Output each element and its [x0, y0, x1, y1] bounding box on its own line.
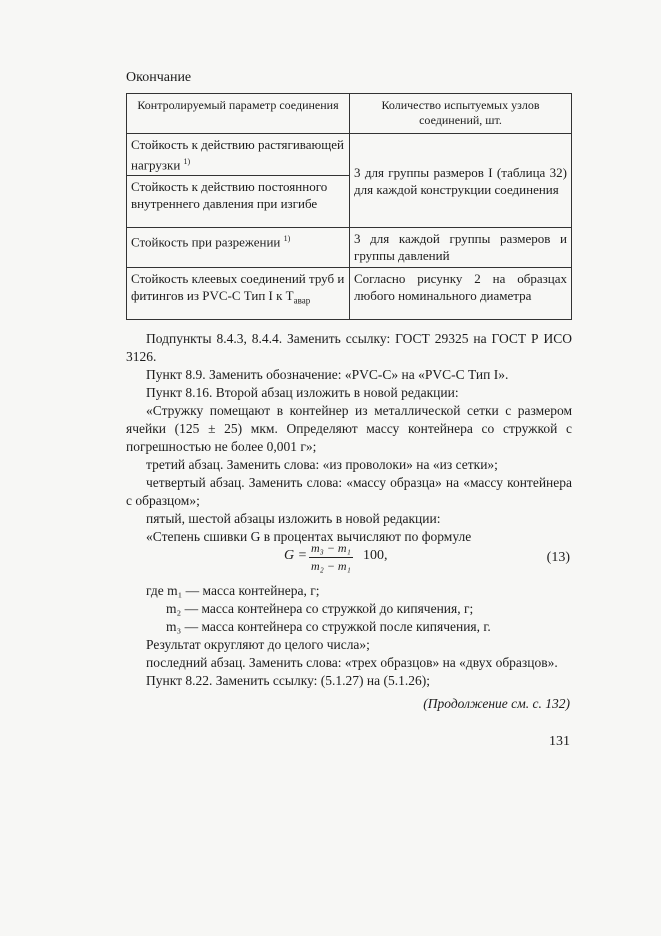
paragraph: пятый, шестой абзацы изложить в новой редакции:: [146, 511, 441, 526]
paragraph: четвертый абзац. Заменить слова: «массу образца» на «массу контейнера с образцом»;: [126, 475, 572, 508]
formula-legend: [126, 582, 572, 690]
column-header-quantity: Количество испытуемых узлов соединений, шт.: [350, 94, 572, 134]
table-row: [127, 228, 572, 268]
parameter-text: Стойкость к действию растягивающей нагрузки: [131, 137, 344, 173]
formula-lhs: G =: [284, 548, 308, 563]
parameter-cell: [127, 228, 350, 268]
formula-fraction: [309, 541, 353, 574]
amendment-text: [126, 330, 572, 546]
paragraph: «Степень сшивки G в процентах вычисляют по формуле: [146, 529, 472, 544]
paragraph: Пункт 8.9. Заменить обозначение: «PVC-C» на «PVC-C Тип I».: [146, 367, 509, 382]
page-number: 131: [549, 734, 570, 749]
paragraph: третий абзац. Заменить слова: «из проволоки» на «из сетки»;: [146, 457, 498, 472]
quantity-cell: Согласно рисунку 2 на образцах любого номинального диаметра: [350, 268, 572, 320]
footnote-mark: 1): [183, 157, 191, 166]
parameter-text: Стойкость при разрежении: [131, 234, 281, 250]
table-heading: Окончание: [126, 70, 192, 85]
paragraph: «Стружку помещают в контейнер из металлической сетки с размером ячейки (125 ± 25) мкм. Определяют массу контейнера со стружкой с погрешностью не более 0,001 г»;: [126, 403, 572, 454]
paragraph: последний абзац. Заменить слова: «трех образцов» на «двух образцов».: [146, 655, 558, 670]
table-row: [127, 268, 572, 320]
legend-item: где m₁ — масса контейнера, г;: [146, 583, 320, 598]
formula-number: (13): [546, 550, 570, 565]
quantity-cell: 3 для каждой группы размеров и группы давлений: [350, 228, 572, 268]
parameter-cell: [127, 268, 350, 320]
quantity-cell-merged: 3 для группы размеров I (таблица 32) для каждой конструкции соединения: [350, 134, 572, 228]
table-row: [127, 134, 572, 176]
continuation-note: (Продолжение см. с. 132): [423, 696, 570, 711]
paragraph: Пункт 8.16. Второй абзац изложить в новой редакции:: [146, 385, 459, 400]
formula-denominator: m₂ − m₁: [311, 559, 351, 573]
parameter-text: Стойкость клеевых соединений труб и фитингов из PVC-C Тип I к T: [131, 271, 345, 304]
table-header-row: [127, 94, 572, 134]
paragraph: Результат округляют до целого числа»;: [146, 637, 370, 652]
legend-item: m₂ — масса контейнера со стружкой до кипячения, г;: [166, 601, 474, 616]
formula-multiplier: 100,: [363, 548, 388, 563]
parameter-cell: [127, 134, 350, 176]
paragraph: Подпункты 8.4.3, 8.4.4. Заменить ссылку: ГОСТ 29325 на ГОСТ Р ИСО 3126.: [126, 331, 572, 364]
parameters-table: [126, 93, 572, 320]
formula-numerator: m₃ − m₁: [309, 541, 353, 558]
parameter-cell: Стойкость к действию постоянного внутреннего давления при изгибе: [127, 176, 350, 228]
paragraph: Пункт 8.22. Заменить ссылку: (5.1.27) на (5.1.26);: [146, 673, 430, 688]
column-header-parameter: Контролируемый параметр соединения: [127, 94, 350, 134]
legend-item: m₃ — масса контейнера со стружкой после кипячения, г.: [166, 619, 491, 634]
subscript-text: авар: [293, 295, 311, 306]
footnote-mark: 1): [283, 234, 291, 244]
crosslink-formula: [126, 538, 572, 578]
